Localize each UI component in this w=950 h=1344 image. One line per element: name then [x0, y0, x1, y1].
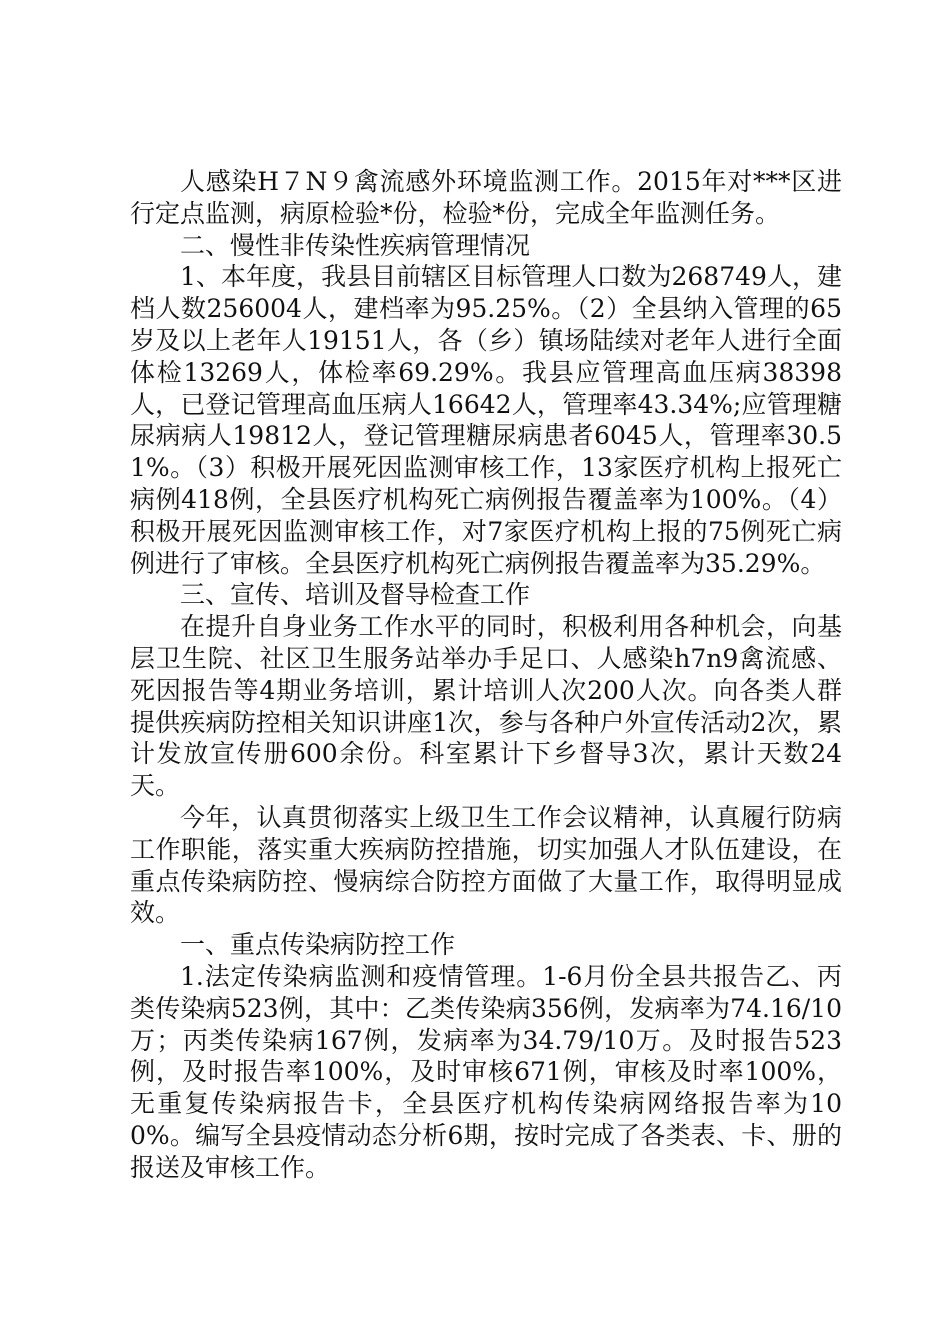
paragraph-annual-summary: 今年，认真贯彻落实上级卫生工作会议精神，认真履行防病工作职能，落实重大疾病防控措施，切实加强人才队伍建设，在重点传染病防控、慢病综合防控方面做了大量工作，取得明显成效。 [130, 802, 842, 928]
section-heading-chronic-disease: 二、慢性非传染性疾病管理情况 [180, 230, 531, 260]
paragraph-chronic-disease-stats: 1、本年度，我县目前辖区目标管理人口数为268749人，建档人数256004人，建档率为95.25%。（2）全县纳入管理的65岁及以上老年人19151人，各（乡）镇场陆续对老年人进行全面体检13269人，体检率69.29%。我县应管理高血压病38398人，已登记管理高血压病人16642人，管理率43.34%;应管理糖尿病病人19812人，登记管理糖尿病患者6045人，管理率30.51%。（3）积极开展死因监测审核工作，13家医疗机构上报死亡病例418例，全县医疗机构死亡病例报告覆盖率为100%。（4）积极开展死因监测审核工作，对7家医疗机构上报的75例死亡病例进行了审核。全县医疗机构死亡病例报告覆盖率为35.29%。 [130, 262, 842, 578]
section-heading-infectious-disease: 一、重点传染病防控工作 [180, 930, 456, 960]
paragraph-infectious-disease-stats: 1.法定传染病监测和疫情管理。1-6月份全县共报告乙、丙类传染病523例，其中：乙类传染病356例，发病率为74.16/10万；丙类传染病167例，发病率为34.79/10万。及时报告523例，及时报告率100%，及时审核671例，审核及时率100%，无重复传染病报告卡，全县医疗机构传染病网络报告率为100%。编写全县疫情动态分析6期，按时完成了各类表、卡、册的报送及审核工作。 [130, 961, 842, 1182]
paragraph-training-stats: 在提升自身业务工作水平的同时，积极利用各种机会，向基层卫生院、社区卫生服务站举办手足口、人感染h7n9禽流感、死因报告等4期业务培训，累计培训人次200人次。向各类人群提供疾病防控相关知识讲座1次，参与各种户外宣传活动2次，累计发放宣传册600余份。科室累计下乡督导3次，累计天数24天。 [130, 612, 842, 801]
document-body [130, 166, 842, 1184]
paragraph-h7n9-monitoring: 人感染H７N９禽流感外环境监测工作。2015年对***区进行定点监测，病原检验*份，检验*份，完成全年监测任务。 [130, 167, 842, 228]
section-heading-publicity-training: 三、宣传、培训及督导检查工作 [180, 580, 531, 610]
